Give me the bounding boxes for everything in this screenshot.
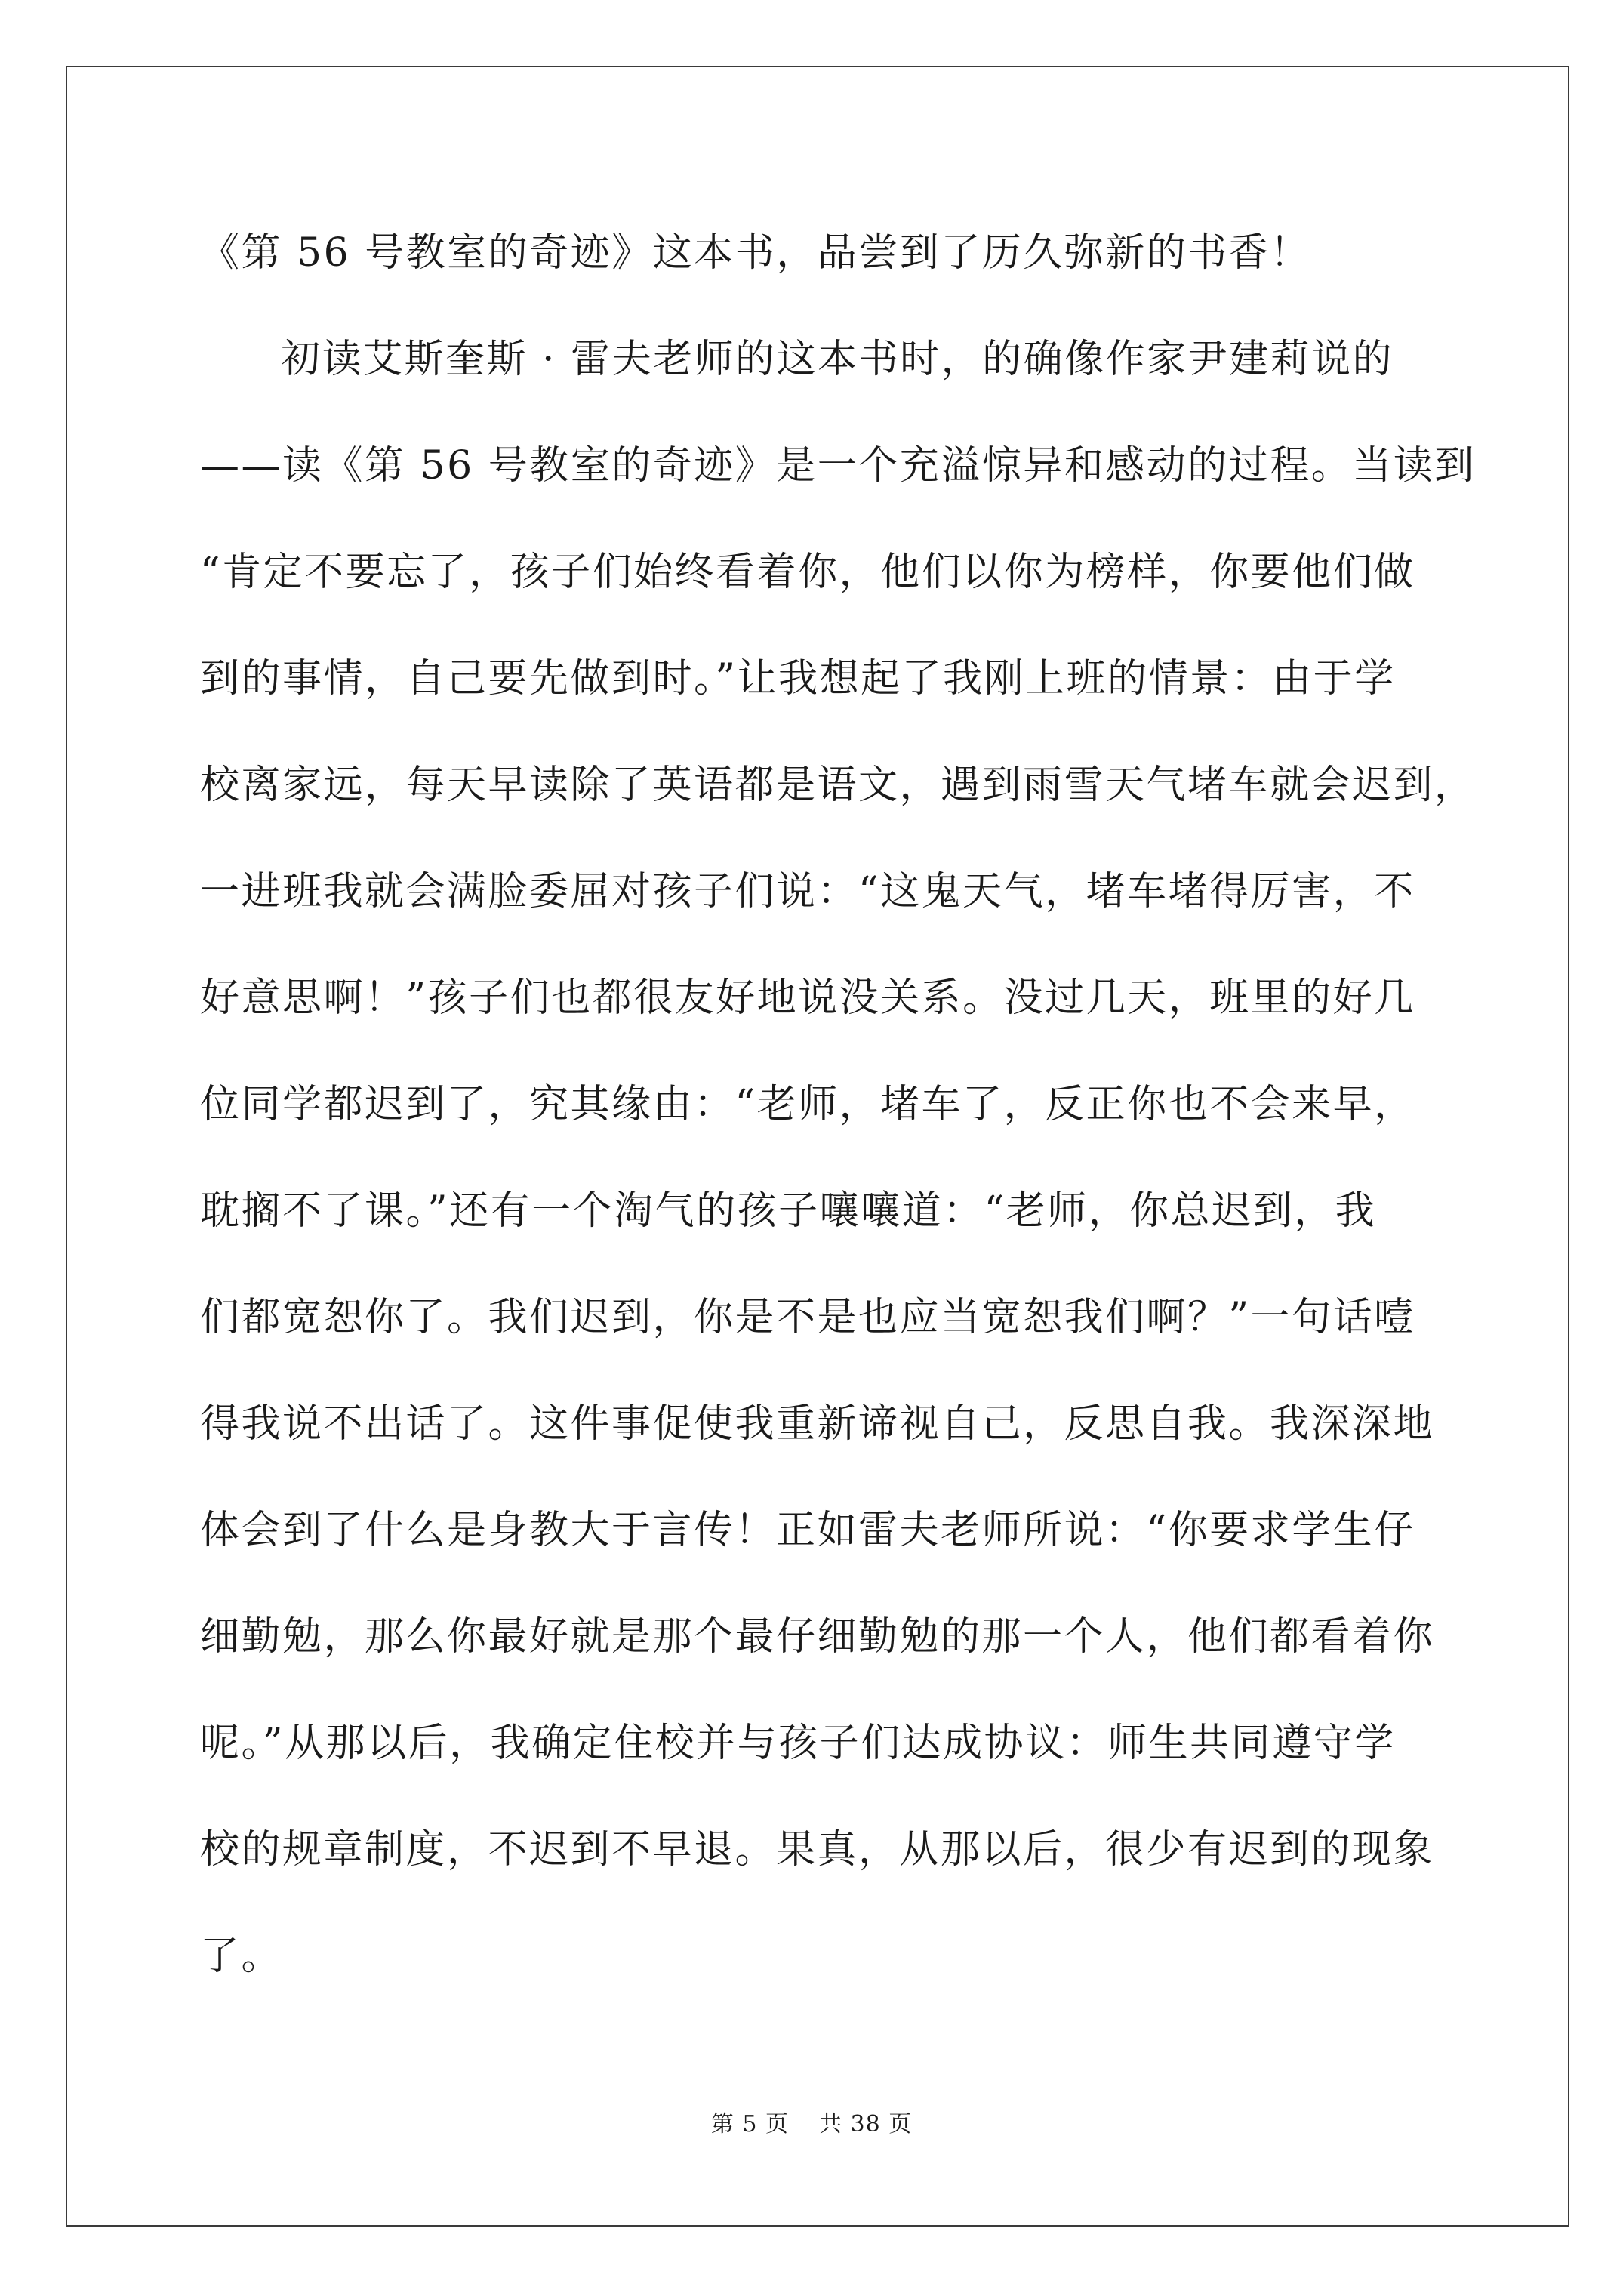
paragraph-start-line: 初读艾斯奎斯 · 雷夫老师的这本书时，的确像作家尹建莉说的 [281, 337, 1394, 382]
text-line: 位同学都迟到了，究其缘由：“老师，堵车了，反正你也不会来早， [200, 1082, 1415, 1127]
page-number: 第 5 页 [710, 2111, 789, 2137]
text-line: 得我说不出话了。这件事促使我重新谛视自己，反思自我。我深深地 [200, 1401, 1435, 1447]
text-line: 《第 56 号教室的奇迹》这本书，品尝到了历久弥新的书香！ [200, 230, 1311, 276]
text-line: 好意思啊！”孩子们也都很友好地说没关系。没过几天，班里的好几 [200, 975, 1415, 1021]
text-line: 了。 [200, 1934, 283, 1979]
text-line: ——读《第 56 号教室的奇迹》是一个充溢惊异和感动的过程。当读到 [200, 443, 1476, 488]
page-footer [0, 2105, 1623, 2138]
text-line: 们都宽恕你了。我们迟到，你是不是也应当宽恕我们啊？”一句话噎 [200, 1295, 1415, 1340]
text-line: 到的事情，自己要先做到时。”让我想起了我刚上班的情景：由于学 [200, 656, 1396, 701]
text-line: 一进班我就会满脸委屈对孩子们说：“这鬼天气，堵车堵得厉害，不 [200, 869, 1415, 914]
page-total: 共 38 页 [818, 2111, 913, 2137]
text-line: 细勤勉，那么你最好就是那个最仔细勤勉的那一个人，他们都看着你 [200, 1614, 1435, 1660]
text-line: 校的规章制度，不迟到不早退。果真，从那以后，很少有迟到的现象 [200, 1827, 1435, 1872]
text-line: 呢。”从那以后，我确定住校并与孩子们达成协议：师生共同遵守学 [200, 1721, 1396, 1766]
page-border [66, 66, 1569, 2227]
text-line: “肯定不要忘了，孩子们始终看着你，他们以你为榜样，你要他们做 [200, 550, 1415, 595]
text-line: 校离家远，每天早读除了英语都是语文，遇到雨雪天气堵车就会迟到， [200, 763, 1476, 808]
text-line: 耽搁不了课。”还有一个淘气的孩子嚷嚷道：“老师，你总迟到，我 [200, 1188, 1377, 1234]
text-line: 体会到了什么是身教大于言传！正如雷夫老师所说：“你要求学生仔 [200, 1508, 1415, 1553]
